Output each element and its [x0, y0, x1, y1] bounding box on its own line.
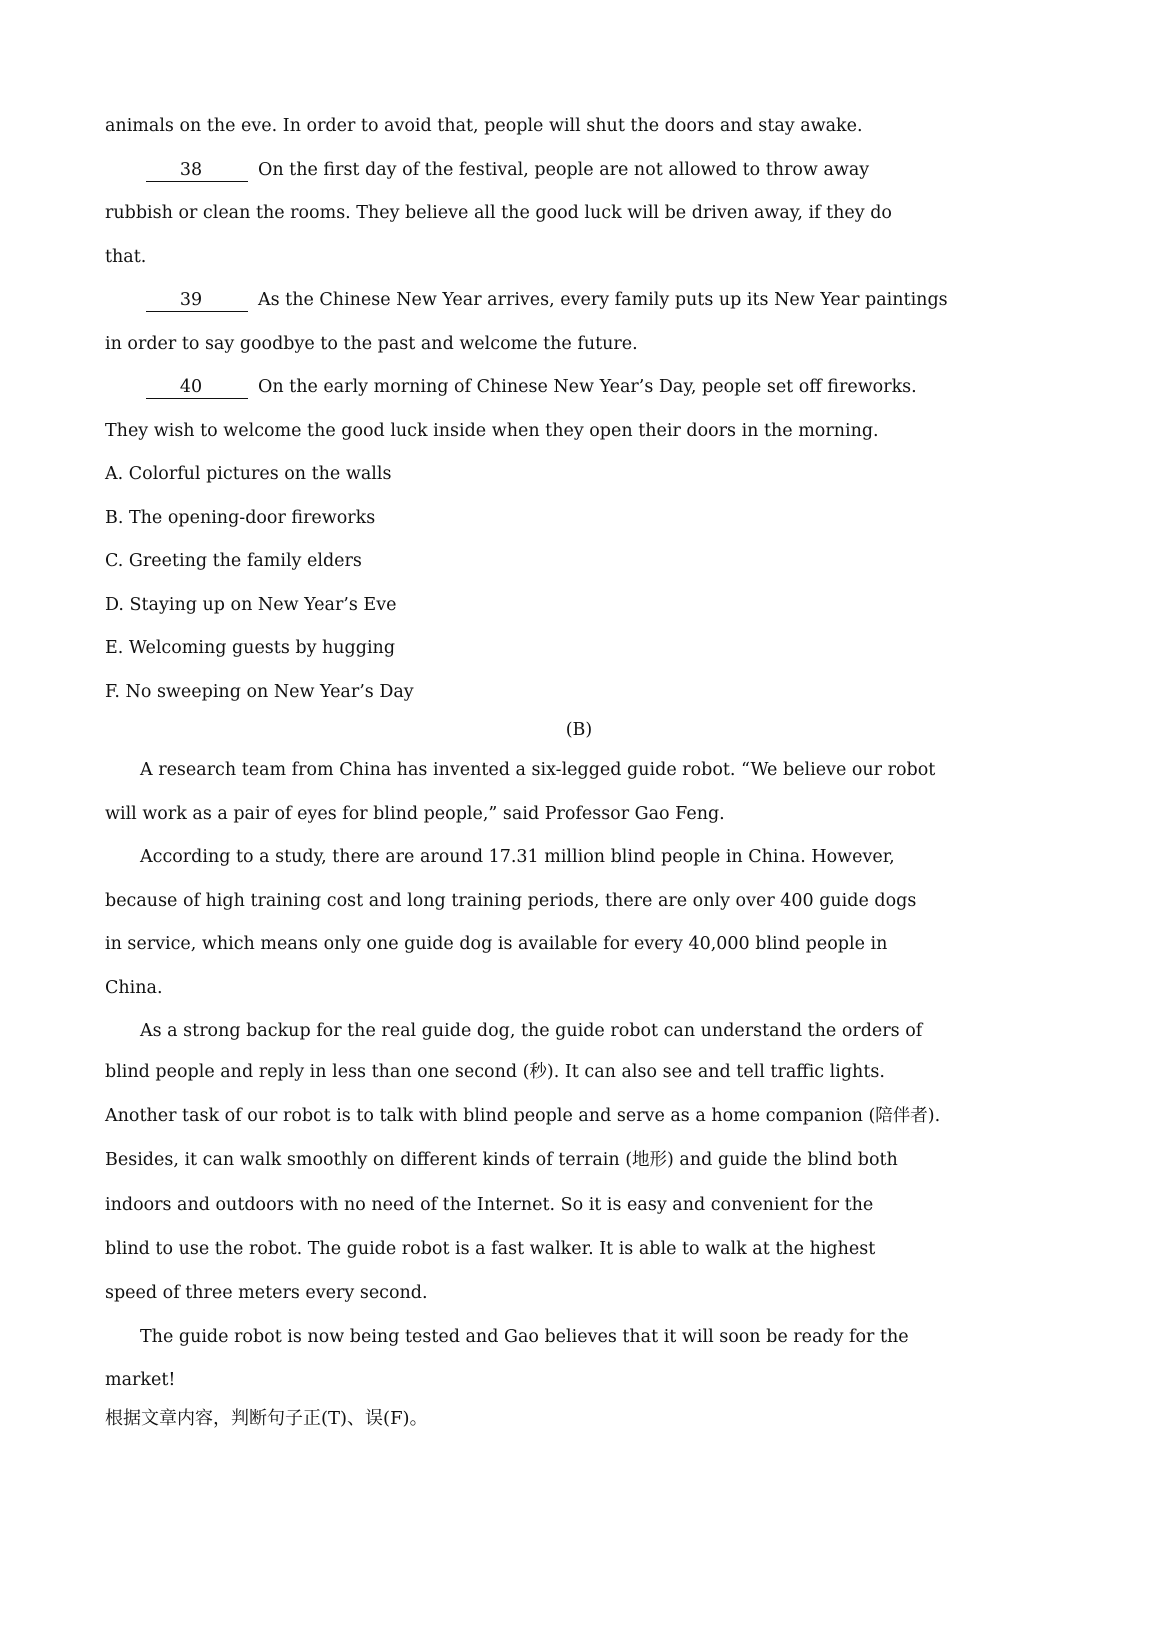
answer-blank-40[interactable]: 40: [146, 376, 248, 399]
question-40: 40 On the early morning of Chinese New Year’s Day, people set off fireworks.: [146, 375, 917, 399]
option-f: F. No sweeping on New Year’s Day: [105, 682, 414, 702]
option-b: B. The opening-door fireworks: [105, 508, 376, 528]
instruction-text: 根据文章内容，判断句子正(T)、误(F)。: [105, 1408, 428, 1429]
paragraph-3-line: As a strong backup for the real guide dog, the guide robot can understand the orders of: [140, 1021, 923, 1041]
question-38: 38 On the first day of the festival, people are not allowed to throw away: [146, 158, 869, 182]
paragraph-4-line: market!: [105, 1370, 176, 1390]
answer-blank-38[interactable]: 38: [146, 159, 248, 182]
option-c: C. Greeting the family elders: [105, 551, 362, 571]
paragraph-3-line: speed of three meters every second.: [105, 1283, 428, 1303]
text-line: rubbish or clean the rooms. They believe all the good luck will be driven away, if they do: [105, 203, 892, 223]
option-a: A. Colorful pictures on the walls: [105, 464, 392, 484]
option-d: D. Staying up on New Year’s Eve: [105, 595, 397, 615]
paragraph-4-line: The guide robot is now being tested and Gao believes that it will soon be ready for the: [140, 1327, 909, 1347]
text-line: They wish to welcome the good luck inside when they open their doors in the morning.: [105, 421, 879, 441]
section-heading-b: (B): [565, 720, 593, 740]
paragraph-2-line: because of high training cost and long training periods, there are only over 400 guide dogs: [105, 891, 917, 911]
paragraph-1-line: A research team from China has invented a six-legged guide robot. “We believe our robot: [140, 760, 936, 780]
paragraph-3-line: Besides, it can walk smoothly on different kinds of terrain (地形) and guide the blind both: [105, 1150, 898, 1170]
text-line: animals on the eve. In order to avoid that, people will shut the doors and stay awake.: [105, 116, 863, 136]
paragraph-2-line: According to a study, there are around 17.31 million blind people in China. However,: [140, 847, 895, 867]
option-e: E. Welcoming guests by hugging: [105, 638, 396, 658]
answer-blank-39[interactable]: 39: [146, 289, 248, 312]
text-line: in order to say goodbye to the past and welcome the future.: [105, 334, 638, 354]
paragraph-2-line: in service, which means only one guide dog is available for every 40,000 blind people in: [105, 934, 888, 954]
paragraph-3-line: Another task of our robot is to talk with blind people and serve as a home companion (陪伴者).: [105, 1106, 941, 1126]
text-line: that.: [105, 247, 147, 267]
question-39: 39 As the Chinese New Year arrives, every family puts up its New Year paintings: [146, 288, 948, 312]
paragraph-3-line: blind people and reply in less than one second (秒). It can also see and tell traffic lights.: [105, 1062, 885, 1082]
paragraph-3-line: blind to use the robot. The guide robot is a fast walker. It is able to walk at the highest: [105, 1239, 876, 1259]
paragraph-2-line: China.: [105, 978, 163, 998]
paragraph-1-line: will work as a pair of eyes for blind people,” said Professor Gao Feng.: [105, 804, 725, 824]
paragraph-3-line: indoors and outdoors with no need of the Internet. So it is easy and convenient for the: [105, 1195, 874, 1215]
